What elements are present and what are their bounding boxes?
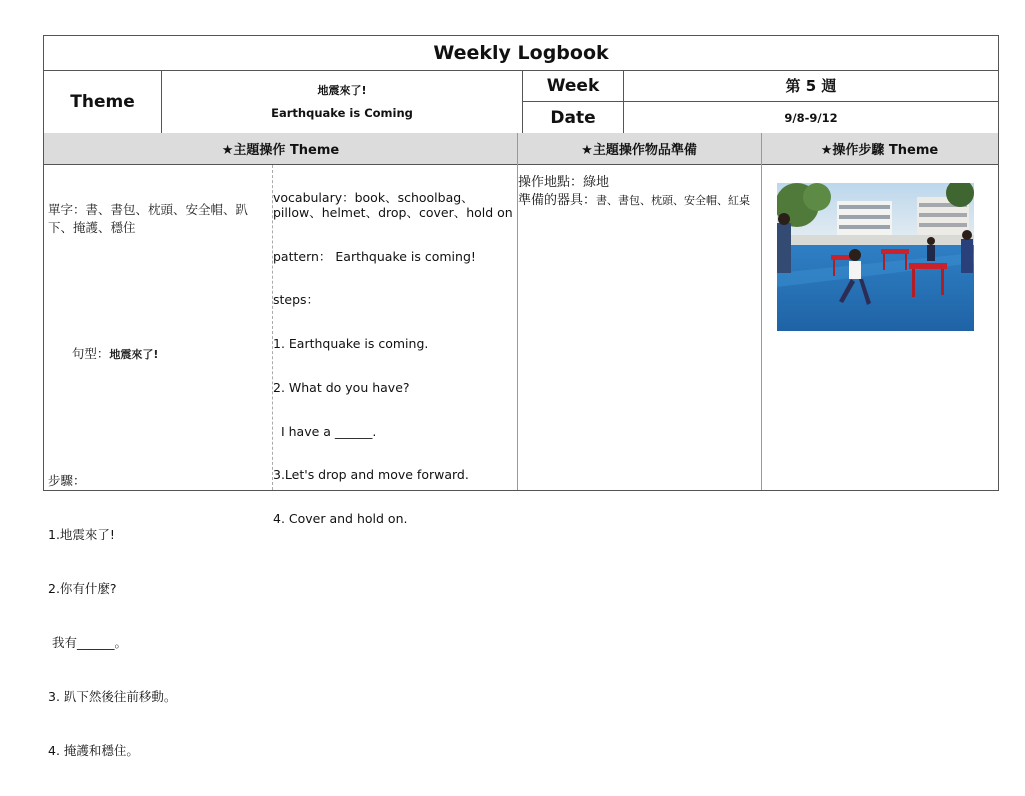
column-header-row (44, 133, 998, 164)
date-value: 9/8-9/12 (784, 110, 838, 125)
theme-zh: 地震來了! (317, 84, 367, 97)
column-header-theme: ★主題操作 Theme (221, 143, 340, 158)
materials-cell (518, 174, 758, 210)
week-label: Week (546, 75, 600, 96)
step-2b: 我有______。 (48, 635, 127, 650)
en-step-2b: I have a ______. (273, 423, 377, 439)
activity-photo (777, 183, 974, 331)
date-label: Date (550, 107, 596, 128)
week-value: 第 5 週 (785, 77, 837, 95)
equip-value: 書、書包、枕頭、安全帽、紅桌 (596, 194, 751, 207)
en-pattern: pattern： Earthquake is coming! (273, 248, 476, 264)
step-3: 3. 趴下然後往前移動。 (48, 689, 177, 704)
steps-label: 步驟： (48, 473, 86, 488)
step-1: 1.地震來了! (48, 527, 115, 542)
theme-en: Earthquake is Coming (271, 106, 413, 120)
en-vocab: vocabulary：book、schoolbag、pillow、helmet、drop、cover、hold on (273, 190, 513, 220)
column-header-materials: ★主題操作物品準備 (581, 143, 697, 158)
equip-label: 準備的器具： (518, 193, 597, 208)
theme-en-cell (273, 162, 515, 556)
pattern-zh (48, 327, 270, 382)
equipment (518, 192, 758, 210)
pattern-value: 地震來了! (109, 348, 159, 361)
divider (761, 133, 762, 490)
theme-value (162, 70, 522, 133)
en-step-2: 2. What do you have? (273, 379, 410, 395)
logbook-title: Weekly Logbook (433, 42, 609, 64)
vocab-zh: 單字：書、書包、枕頭、安全帽、趴下、掩護、穩住 (48, 202, 249, 235)
theme-label: Theme (70, 91, 135, 112)
step-4: 4. 掩護和穩住。 (48, 743, 139, 758)
column-header-steps: ★操作步驟 Theme (820, 143, 939, 158)
playground-photo (777, 183, 974, 331)
logbook-sheet (43, 35, 999, 758)
en-step-4: 4. Cover and hold on. (273, 511, 408, 527)
en-step-1: 1. Earthquake is coming. (273, 336, 429, 352)
en-step-3: 3.Let's drop and move forward. (273, 467, 469, 483)
pattern-label: 句型： (71, 346, 110, 361)
step-2: 2.你有什麼? (48, 581, 117, 596)
theme-zh-cell (48, 165, 270, 796)
place: 操作地點：綠地 (518, 175, 610, 190)
en-steps-label: steps： (273, 292, 320, 308)
